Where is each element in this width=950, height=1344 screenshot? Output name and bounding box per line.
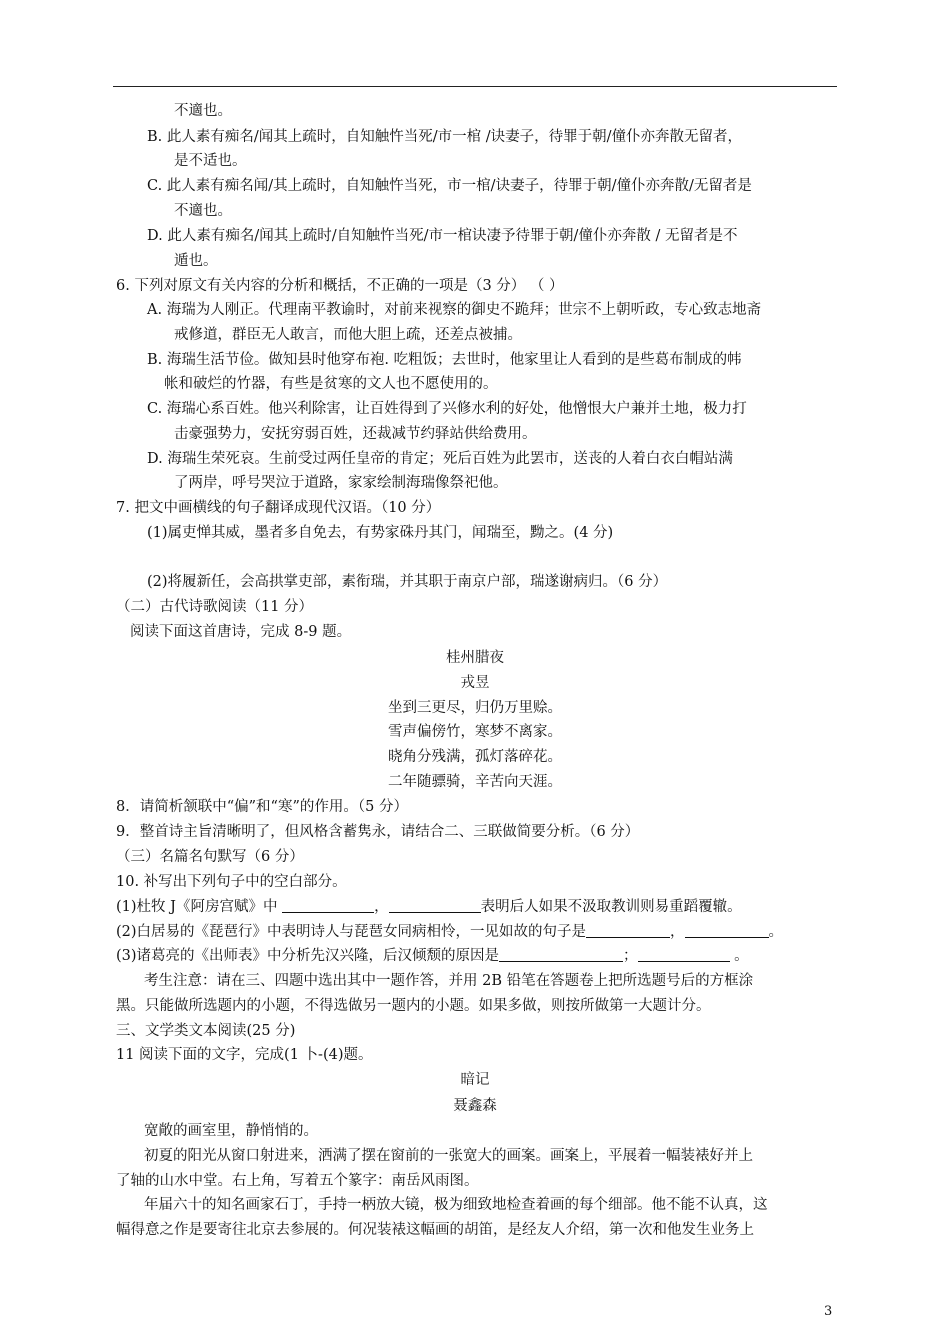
q6-option-c: C. 海瑞心系百姓。他兴利除害，让百姓得到了兴修水利的好处，他憎恨大户兼并土地，极力打 [147,401,747,417]
poem-line-2: 雪声偏傍竹，寒梦不离家。 [388,724,562,740]
q6-option-d-cont: 了两岸，呼号哭泣于道路，家家绘制海瑞像祭祀他。 [174,475,508,491]
question-8: 8．请简析颔联中“偏”和“寒”的作用。（5 分） [116,799,408,815]
option-d: D. 此人素有痴名/闻其上疏时/自知触忤当死/市一棺诀凄予待罪于朝/僮仆亦奔散 / 无留者是不 [147,228,738,244]
option-a-tail: 不適也。 [174,103,232,119]
blank-field[interactable] [586,922,670,938]
option-c: C. 此人素有痴名闻/其上疏时，自知触忤当死，市一棺/诀妻子，待罪于朝/僮仆亦奔散/无留者是 [147,178,752,194]
option-d-cont: 遁也。 [174,253,218,269]
poem-title: 桂州腊夜 [446,650,504,666]
story-paragraph-1: 宽敞的画室里，静悄悄的。 [144,1123,318,1139]
option-b: B. 此人素有痴名/闻其上疏时，自知触忤当死/市一棺 /诀妻子，待罪于朝/僮仆亦奔散无留者， [147,129,743,145]
blank-field[interactable] [685,922,769,938]
poetry-instruction: 阅读下面这首唐诗，完成 8-9 题。 [130,624,352,640]
question-10: 10. 补写出下列句子中的空白部分。 [116,874,347,890]
story-paragraph-2-cont: 了轴的山水中堂。右上角，写着五个篆字：南岳风雨图。 [116,1173,479,1189]
blank-field[interactable] [499,946,623,962]
q6-option-b: B. 海瑞生活节俭。做知县时他穿布袍. 吃粗饭；去世时，他家里让人看到的是些葛布制成的帏 [147,352,742,368]
q7-part-2: (2)将履新任，会高拱掌吏部，素衔瑞，并其职于南京户部，瑞遂谢病归。（6 分） [147,574,668,590]
story-paragraph-3-cont: 幅得意之作是要寄往北京去参展的。何况装裱这幅画的胡笛，是经友人介绍，第一次和他发生业务上 [116,1222,754,1238]
q10-part-1: (1)杜牧 J《阿房宫赋》中 ， 表明后人如果不汲取教训则易重蹈覆辙。 [116,899,742,915]
story-paragraph-2: 初夏的阳光从窗口射进来，洒满了摆在窗前的一张宽大的画案。画案上，平展着一幅装裱好并上 [144,1148,753,1164]
poem-line-4: 二年随骠骑，辛苦向天涯。 [388,774,562,790]
q6-option-a-cont: 戒修道，群臣无人敢言，而他大胆上疏，还差点被捕。 [174,327,522,343]
section-literary-heading: 三、文学类文本阅读(25 分) [116,1023,296,1039]
blank-field[interactable] [638,946,730,962]
exam-notice-cont: 黑。只能做所选题内的小题，不得选做另一题内的小题。如果多做，则按所做第一大题计分。 [116,998,711,1014]
question-9: 9．整首诗主旨清晰明了，但风格含蓄隽永，请结合二、三联做简要分析。（6 分） [116,824,640,840]
q10-part-2: (2)白居易的《琵琶行》中表明诗人与琵琶女同病相怜，一见如故的句子是 ， 。 [116,924,784,940]
option-c-cont: 不適也。 [174,203,232,219]
page-number: 3 [824,1304,833,1319]
option-b-cont: 是不适也。 [174,153,247,169]
q7-part-1: (1)属吏惮其威，墨者多自免去，有势家硃丹其门，闻瑞至，黝之。(4 分) [147,525,614,541]
story-author: 聂鑫森 [453,1098,497,1114]
story-paragraph-3: 年届六十的知名画家石丁，手持一柄放大镜，极为细致地检查着画的每个细部。他不能不认真，这 [144,1197,768,1213]
story-title: 暗记 [460,1072,490,1088]
exam-notice: 考生注意：请在三、四题中选出其中一题作答，并用 2B 铅笔在答题卷上把所选题号后的方框涂 [144,973,754,989]
question-11: 11 阅读下面的文字，完成(1 卜-(4)题。 [116,1047,373,1063]
poem-line-1: 坐到三更尽，归仍万里赊。 [388,700,562,716]
q6-option-a: A. 海瑞为人刚正。代理南平教谕时，对前来视察的御史不跪拜；世宗不上朝听政，专心致志地斋 [147,302,762,318]
q10-part-3: (3)诸葛亮的《出师表》中分析先汉兴隆，后汉倾颓的原因是 ； 。 [116,948,749,964]
blank-field[interactable] [389,897,481,913]
q6-option-b-cont: 帐和破烂的竹器，有些是贫寒的文人也不愿使用的。 [164,376,498,392]
question-6: 6. 下列对原文有关内容的分析和概括，不正确的一项是（3 分） （ ） [116,278,564,294]
q6-option-c-cont: 击豪强势力，安抚穷弱百姓，还裁减节约驿站供给费用。 [174,426,537,442]
header-rule [113,86,837,87]
poem-line-3: 晓角分残满，孤灯落碎花。 [388,749,562,765]
question-7: 7. 把文中画横线的句子翻译成现代汉语。（10 分） [116,500,441,516]
section-recitation-heading: （三）名篇名句默写（6 分） [116,849,304,865]
poem-author: 戎昱 [460,675,490,691]
blank-field[interactable] [282,897,374,913]
q6-option-d: D. 海瑞生荣死哀。生前受过两任皇帝的肯定；死后百姓为此罢市，送丧的人着白衣白帽站满 [147,451,733,467]
section-poetry-heading: （二）古代诗歌阅读（11 分） [116,599,314,615]
